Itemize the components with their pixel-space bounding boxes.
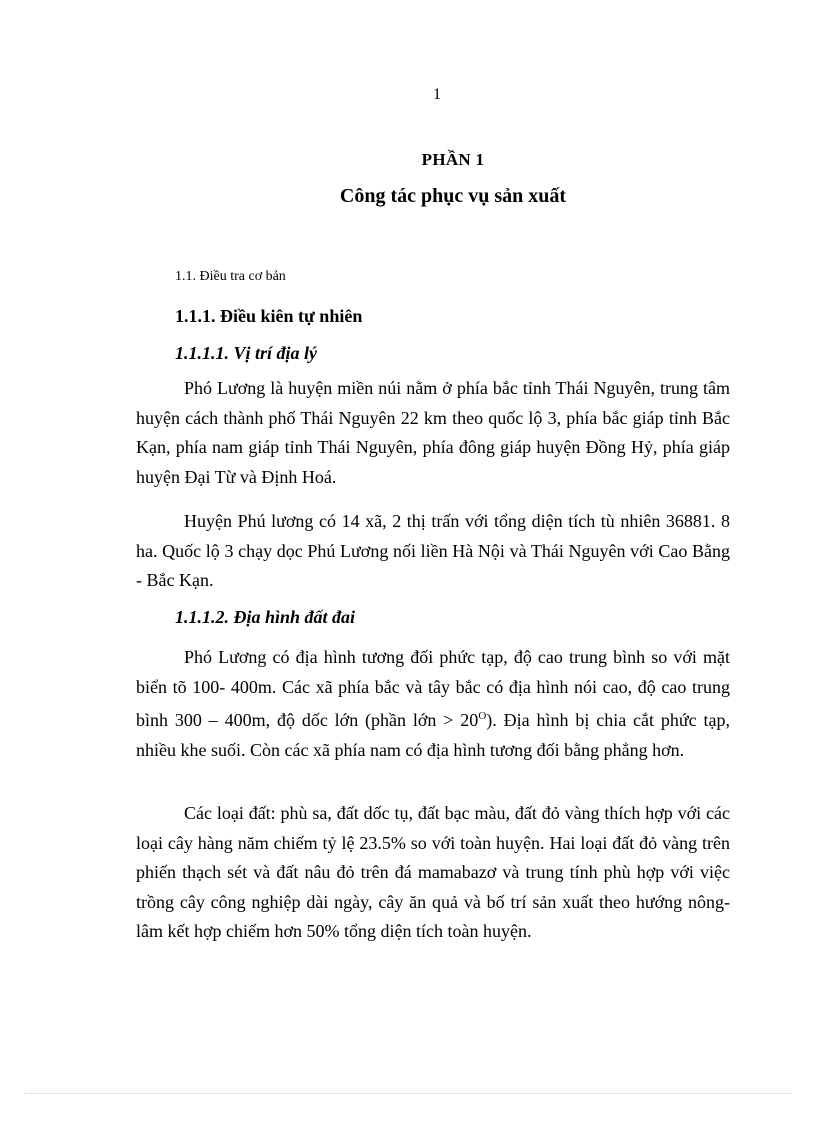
section-heading-1-1: 1.1. Điều tra cơ bản: [175, 269, 286, 284]
section-heading-1-1-1: 1.1.1. Điều kiên tự nhiên: [175, 306, 363, 326]
part-subtitle: Công tác phục vụ sản xuất: [339, 185, 567, 207]
terrain-text-start: Phó Lương có địa hình tương đối phức tạp, độ cao trung bình so với mặt biển tõ 100- 400m. Các xã phía bắc và tây bắc có địa hình nói cao, độ cao trung bình 300 – 400m, độ dốc lớn (phần lớn > 20: [136, 647, 730, 730]
section-heading-1-1-1-2: 1.1.1.2. Địa hình đất đai: [175, 607, 356, 627]
paragraph-soil: Các loại đất: phù sa, đất dốc tụ, đất bạc màu, đất đỏ vàng thích hợp với các loại cây hàng năm chiếm tỷ lệ 23.5% so với toàn huyện. Hai loại đất đỏ vàng trên phiến thạch sét và đất nâu đỏ trên đá mamabazơ và trung tính phù hợp với việc trồng cây công nghiệp dài ngày, cây ăn quả và bố trí sản xuất theo hướng nông- lâm kết hợp chiếm hơn 50% tổng diện tích toàn huyện.: [136, 803, 730, 941]
footer-divider: [24, 1093, 792, 1094]
paragraph-area: Huyện Phú lương có 14 xã, 2 thị trấn với tổng diện tích tù nhiên 36881. 8 ha. Quốc lộ 3 chạy dọc Phú Lương nối liền Hà Nội và Thái Nguyên với Cao Bằng - Bắc Kạn.: [136, 511, 730, 590]
part-title: PHẦN 1: [421, 150, 485, 169]
paragraph-terrain: [136, 643, 730, 765]
page-number: 1: [433, 86, 441, 103]
paragraph-location: Phó Lương là huyện miền núi nằm ở phía bắc tỉnh Thái Nguyên, trung tâm huyện cách thành phố Thái Nguyên 22 km theo quốc lộ 3, phía bắc giáp tỉnh Bắc Kạn, phía nam giáp tỉnh Thái Nguyên, phía đông giáp huyện Đồng Hỷ, phía giáp huyện Đại Từ và Định Hoá.: [136, 378, 730, 487]
degree-superscript: O: [478, 710, 487, 722]
section-heading-1-1-1-1: 1.1.1.1. Vị trí địa lý: [175, 343, 318, 363]
terrain-text-end: ). Địa hình bị chia cắt phức tạp, nhiều khe suối. Còn các xã phía nam có địa hình tương đối bằng phẳng hơn.: [136, 710, 730, 760]
